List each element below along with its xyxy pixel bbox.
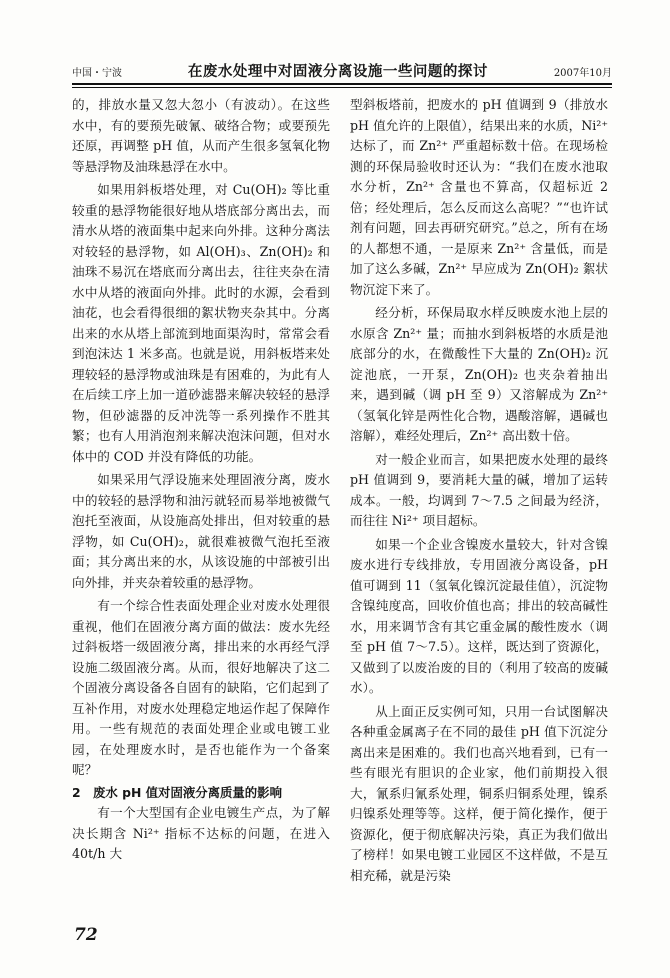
paragraph: 型斜板塔前，把废水的 pH 值调到 9（排放水 pH 值允许的上限值），结果出来的水质，Ni²⁺ 达标了，而 Zn²⁺ 严重超标数十倍。在现场检测的环保局验收时还认为：“我们在废水池取水分析，Zn²⁺ 含量也不算高，仅超标近 2 倍；经处理后，怎么反而这么高呢？”“也许试剂有问题，回去再研究研究。”总之，所有在场的人都想不通，一是原来 Zn²⁺ 含量低，而是加了这么多碱，Zn²⁺ 早应成为 Zn(OH)₂ 絮状物沉淀下来了。 <box>350 97 608 297</box>
paragraph: 有一个大型国有企业电镀生产点，为了解决长期含 Ni²⁺ 指标不达标的问题，在进入 40t/h 大 <box>72 805 330 861</box>
paragraph: 如果采用气浮设施来处理固液分离，废水中的较轻的悬浮物和油污就轻而易举地被微气泡托至液面，从设施高处排出，但对较重的悬浮物，如 Cu(OH)₂，就很难被微气泡托至液面；其分离出来的水，从该设施的中部被引出向外排，并夹杂着较重的悬浮物。 <box>72 472 330 590</box>
paragraph: 如果用斜板塔处理，对 Cu(OH)₂ 等比重较重的悬浮物能很好地从塔底部分离出去，而清水从塔的液面集中起来向外排。这种分离法对较轻的悬浮物，如 Al(OH)₃、Zn(OH)₂ 和油珠不易沉在塔底而分离出去，往往夹杂在清水中从塔的液面向外排。此时的水源，会看到油花，也会看得很细的絮状物夹杂其中。分离出来的水从塔上部流到地面渠沟时，常常会看到泡沫达 1 米多高。也就是说，用斜板塔来处理较轻的悬浮物或油珠是有困难的，为此有人在后续工序上加一道砂滤器来解决较轻的悬浮物，但砂滤器的反冲洗等一系列操作不胜其繁；也有人用消泡剂来解决泡沫问题，但对水体中的 COD 并没有降低的功能。 <box>72 182 330 464</box>
page-number: 72 <box>74 925 98 945</box>
paragraph: 经分析，环保局取水样反映废水池上层的水原含 Zn²⁺ 量；而抽水到斜板塔的水质是池底部分的水，在微酸性下大量的 Zn(OH)₂ 沉淀池底，一开泵，Zn(OH)₂ 也夹杂着抽出来，遇到碱（调 pH 至 9）又溶解成为 Zn²⁺（氢氧化锌是两性化合物，遇酸溶解，遇碱也溶解），难经处理后，Zn²⁺ 高出数十倍。 <box>350 305 608 443</box>
header-article-title: 在废水处理中对固液分离设施一些问题的探讨 <box>187 64 488 80</box>
header-issue-date: 2007年10月 <box>553 68 612 79</box>
paragraph: 的，排放水量又忽大忽小（有波动）。在这些水中，有的要预先破氰、破络合物；或要预先还原，再调整 pH 值，从而产生很多氢氧化物等悬浮物及油珠悬浮在水中。 <box>72 97 330 174</box>
header-rule-thin <box>72 87 612 88</box>
left-column <box>72 95 330 915</box>
paragraph: 有一个综合性表面处理企业对废水处理很重视，他们在固液分离方面的做法：废水先经过斜板塔一级固液分离，排出来的水再经气浮设施二级固液分离。从而，很好地解决了这二个固液分离设备各自固有的缺陷，它们起到了互补作用，对废水处理稳定地运作起了保障作用。一些有规范的表面处理企业或电镀工业园，在处理废水时，是否也能作为一个备案呢？ <box>72 598 330 777</box>
paragraph: 如果一个企业含镍废水量较大，针对含镍废水进行专线排放，专用固液分离设备，pH 值可调到 11（氢氧化镍沉淀最佳值），沉淀物含镍纯度高，回收价值也高；排出的较高碱性水，用来调节含有其它重金属的酸性废水（调至 pH 值 7～7.5）。这样，既达到了资源化，又做到了以废治废的目的（利用了较高的废碱水）。 <box>350 536 608 695</box>
section-heading: 2 废水 pH 值对固液分离质量的影响 <box>72 784 282 800</box>
paragraph: 对一般企业而言，如果把废水处理的最终 pH 值调到 9，要消耗大量的碱，增加了运转成本。一般，均调到 7～7.5 之间最为经济，而往往 Ni²⁺ 项目超标。 <box>350 451 608 528</box>
paragraph: 从上面正反实例可知，只用一台试图解决各种重金属离子在不同的最佳 pH 值下沉淀分离出来是困难的。我们也高兴地看到，已有一些有眼光有胆识的企业家，他们前期投入很大，氰系归氰系处理，铜系归铜系处理，镍系归镍系处理等等。这样，便于简化操作，便于资源化，便于彻底解决污染，真正为我们做出了榜样！如果电镀工业园区不这样做，不是互相充稀，就是污染 <box>350 703 608 883</box>
running-header <box>72 58 612 82</box>
header-location: 中国・宁波 <box>72 68 122 79</box>
right-column <box>350 95 608 915</box>
header-rule-thick <box>72 83 612 85</box>
